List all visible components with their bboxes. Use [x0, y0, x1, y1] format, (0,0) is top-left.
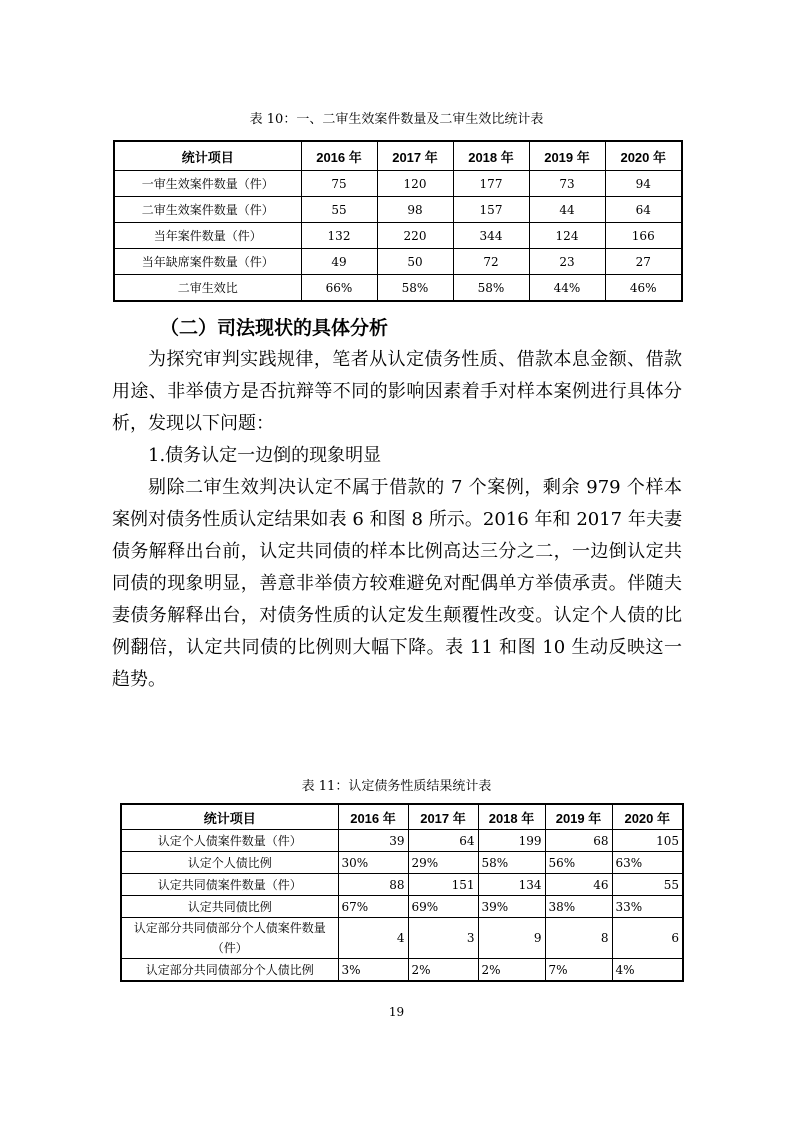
value-cell: 124: [529, 223, 605, 249]
row-label-cell: 二审生效比: [114, 275, 301, 302]
value-cell: 4: [338, 918, 408, 959]
value-cell: 2%: [478, 959, 545, 982]
row-label-cell: 认定部分共同债部分个人债案件数量（件）: [121, 918, 338, 959]
value-cell: 50: [377, 249, 453, 275]
value-cell: 344: [453, 223, 529, 249]
value-cell: 23: [529, 249, 605, 275]
table-row: [121, 896, 683, 918]
value-cell: 58%: [478, 852, 545, 874]
table-row: [114, 275, 682, 302]
header-cell: 2019 年: [545, 804, 612, 830]
value-cell: 67%: [338, 896, 408, 918]
value-cell: 66%: [301, 275, 377, 302]
value-cell: 64: [408, 830, 478, 852]
value-cell: 199: [478, 830, 545, 852]
row-label-cell: 认定共同债比例: [121, 896, 338, 918]
table-10: [113, 140, 683, 302]
table-header-row: [114, 141, 682, 171]
value-cell: 8: [545, 918, 612, 959]
header-cell: 2017 年: [408, 804, 478, 830]
section-heading: （二）司法现状的具体分析: [160, 317, 389, 339]
row-label-cell: 当年缺席案件数量（件）: [114, 249, 301, 275]
value-cell: 166: [605, 223, 682, 249]
value-cell: 75: [301, 171, 377, 197]
row-label-cell: 当年案件数量（件）: [114, 223, 301, 249]
table-11-caption: 表 11：认定债务性质结果统计表: [301, 779, 492, 794]
value-cell: 3: [408, 918, 478, 959]
header-cell: 2018 年: [453, 141, 529, 171]
value-cell: 94: [605, 171, 682, 197]
row-label-cell: 一审生效案件数量（件）: [114, 171, 301, 197]
table-row: [121, 959, 683, 982]
value-cell: 55: [612, 874, 683, 896]
header-cell: 2016 年: [338, 804, 408, 830]
value-cell: 55: [301, 197, 377, 223]
value-cell: 44: [529, 197, 605, 223]
value-cell: 9: [478, 918, 545, 959]
value-cell: 98: [377, 197, 453, 223]
value-cell: 46%: [605, 275, 682, 302]
row-label-cell: 认定部分共同债部分个人债比例: [121, 959, 338, 982]
table-row: [121, 918, 683, 959]
table-row: [114, 249, 682, 275]
value-cell: 157: [453, 197, 529, 223]
value-cell: 46: [545, 874, 612, 896]
value-cell: 30%: [338, 852, 408, 874]
paragraph: 为探究审判实践规律，笔者从认定债务性质、借款本息金额、借款用途、非举债方是否抗辩等不同的影响因素着手对样本案例进行具体分析，发现以下问题：: [112, 349, 682, 434]
value-cell: 120: [377, 171, 453, 197]
value-cell: 132: [301, 223, 377, 249]
value-cell: 58%: [453, 275, 529, 302]
table-11: [120, 803, 684, 982]
subheading: 1.债务认定一边倒的现象明显: [148, 445, 382, 466]
header-cell: 2016 年: [301, 141, 377, 171]
value-cell: 73: [529, 171, 605, 197]
header-cell: 2020 年: [612, 804, 683, 830]
value-cell: 3%: [338, 959, 408, 982]
header-cell: 统计项目: [114, 141, 301, 171]
value-cell: 56%: [545, 852, 612, 874]
value-cell: 7%: [545, 959, 612, 982]
table-row: [121, 830, 683, 852]
value-cell: 88: [338, 874, 408, 896]
row-label-cell: 认定个人债案件数量（件）: [121, 830, 338, 852]
row-label-cell: 认定共同债案件数量（件）: [121, 874, 338, 896]
value-cell: 39: [338, 830, 408, 852]
value-cell: 151: [408, 874, 478, 896]
body-text: [112, 344, 682, 696]
value-cell: 33%: [612, 896, 683, 918]
table-10-caption: 表 10：一、二审生效案件数量及二审生效比统计表: [249, 112, 544, 127]
paragraph: 剔除二审生效判决认定不属于借款的 7 个案例，剩余 979 个样本案例对债务性质认定结果如表 6 和图 8 所示。2016 年和 2017 年夫妻债务解释出台前，认定共同债的样本比例高达三分之二，一边倒认定共同债的现象明显，善意非举债方较难避免对配偶单方举债承责。伴随夫妻债务解释出台，对债务性质的认定发生颠覆性改变。认定个人债的比例翻倍，认定共同债的比例则大幅下降。表 11 和图 10 生动反映这一趋势。: [112, 477, 682, 690]
table-row: [121, 874, 683, 896]
value-cell: 220: [377, 223, 453, 249]
table-header-row: [121, 804, 683, 830]
value-cell: 72: [453, 249, 529, 275]
value-cell: 64: [605, 197, 682, 223]
header-cell: 2019 年: [529, 141, 605, 171]
table-row: [114, 171, 682, 197]
value-cell: 44%: [529, 275, 605, 302]
value-cell: 58%: [377, 275, 453, 302]
value-cell: 4%: [612, 959, 683, 982]
header-cell: 2017 年: [377, 141, 453, 171]
value-cell: 27: [605, 249, 682, 275]
header-cell: 2020 年: [605, 141, 682, 171]
value-cell: 63%: [612, 852, 683, 874]
value-cell: 29%: [408, 852, 478, 874]
header-cell: 统计项目: [121, 804, 338, 830]
value-cell: 134: [478, 874, 545, 896]
value-cell: 105: [612, 830, 683, 852]
value-cell: 177: [453, 171, 529, 197]
value-cell: 39%: [478, 896, 545, 918]
page-number: 19: [388, 1005, 405, 1019]
row-label-cell: 二审生效案件数量（件）: [114, 197, 301, 223]
table-row: [121, 852, 683, 874]
value-cell: 69%: [408, 896, 478, 918]
value-cell: 49: [301, 249, 377, 275]
value-cell: 2%: [408, 959, 478, 982]
table-row: [114, 223, 682, 249]
row-label-cell: 认定个人债比例: [121, 852, 338, 874]
value-cell: 68: [545, 830, 612, 852]
value-cell: 6: [612, 918, 683, 959]
table-row: [114, 197, 682, 223]
value-cell: 38%: [545, 896, 612, 918]
header-cell: 2018 年: [478, 804, 545, 830]
